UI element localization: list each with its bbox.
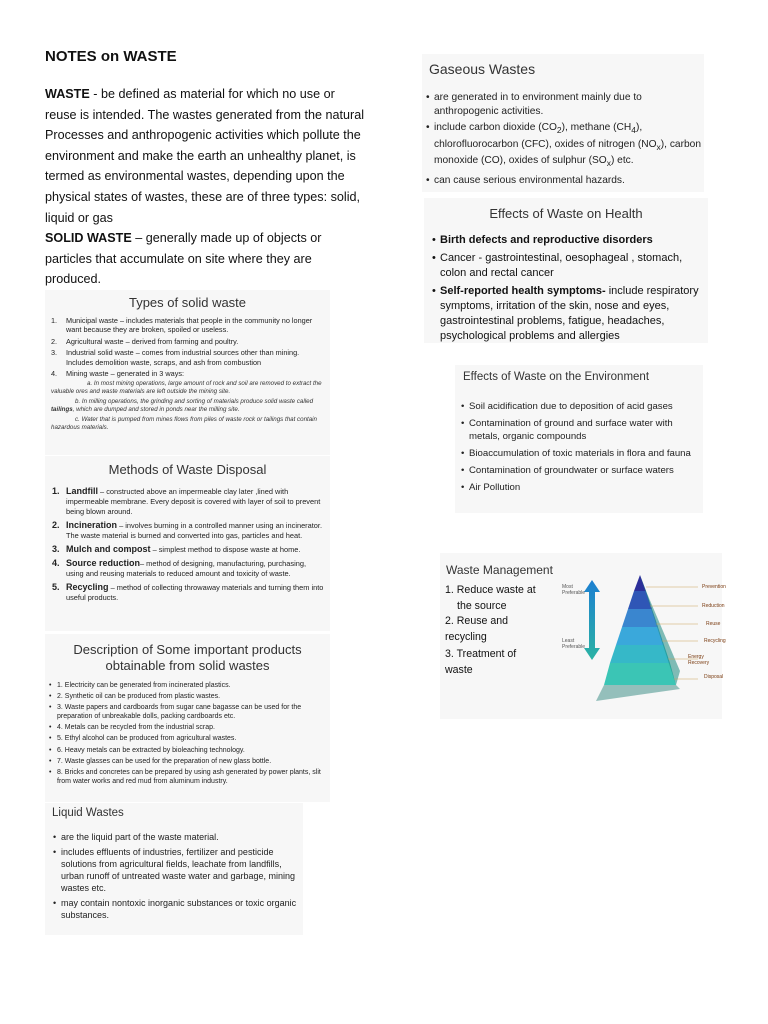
list-item: • Birth defects and reproductive disorders (432, 233, 706, 248)
list-item: • 1. Electricity can be generated from incinerated plastics. (49, 682, 326, 691)
products-panel (45, 634, 330, 802)
list-item: • Air Pollution (461, 481, 701, 494)
list-item: • may contain nontoxic inorganic substances or toxic organic substances. (53, 897, 299, 921)
health-list (424, 233, 708, 344)
list-item: • include carbon dioxide $(CO_2)$, methane $(CH_4)$, chlorofluorocarbon (CFC), oxides of nitrogen $(NO_x)$, carbon monoxide (CO), oxides of sulphur $(SO_x)$ etc. (426, 121, 702, 171)
list-item: • are generated in to environment mainly due to anthropogenic activities. (426, 91, 702, 118)
level-label: Disposal (704, 674, 724, 680)
liquid-list (45, 831, 303, 921)
waste-hierarchy-pyramid (580, 575, 720, 715)
list-item: • 3. Waste papers and cardboards from sugar cane bagasse can be used for the preparation of unbreakable dolls, packing cardboards etc. (49, 704, 326, 721)
list-item: 2. Incineration – involves burning in a controlled manner using an incinerator. The waste material is burned and converted into gas, particles and heat. (52, 520, 323, 540)
waste-def-text: - be defined as material for which no use or reuse is intended. The wastes generated from the natural Processes and anthropogenic activities which pollute the environment and make the earth an unhealthy planet, is termed as environmental wastes, depending upon the physical states of wastes, these are of three types: solid, liquid or gas (45, 87, 365, 225)
list-item: • 2. Synthetic oil can be produced from plastic wastes. (49, 693, 326, 702)
list-item: • Bioaccumulation of toxic materials in flora and fauna (461, 447, 701, 460)
mining-sub-b: b. In milling operations, the grinding and sorting of materials produce solid waste called tailings, which are dumped and stored in ponds near the milling site. (51, 398, 314, 414)
liquid-heading: Liquid Wastes (52, 807, 124, 819)
list-item: 1. Reduce waste at the source (445, 584, 536, 612)
management-heading: Waste Management (446, 563, 553, 577)
list-item: • 7. Waste glasses can be used for the preparation of new glass bottle. (49, 758, 326, 767)
solid-waste-term: SOLID WASTE (45, 231, 132, 246)
list-item: 3. Treatment of waste (445, 648, 517, 676)
disposal-list (45, 486, 330, 603)
most-preferable-label: Most Preferable (562, 584, 586, 596)
types-list (45, 316, 330, 378)
liquid-wastes-panel (45, 803, 303, 935)
list-item: • 4. Metals can be recycled from the industrial scrap. (49, 724, 326, 733)
list-item: • Contamination of groundwater or surface waters (461, 464, 701, 477)
list-item: • Contamination of ground and surface water with metals, organic compounds (461, 417, 701, 443)
list-item: 5. Recycling – method of collecting throwaway materials and turning them into useful products. (52, 582, 324, 602)
waste-management-panel (440, 553, 726, 719)
level-label: Reduction (702, 603, 725, 609)
list-item: 2. Reuse and recycling (445, 615, 509, 643)
waste-definition (45, 84, 365, 228)
environment-effects-panel (455, 365, 703, 513)
gaseous-wastes-panel (422, 54, 704, 192)
list-item: 1. Landfill – constructed above an impermeable clay later ,lined with impermeable membrane. Every deposit is covered with layer of soil to prevent being blown around. (52, 486, 321, 516)
mining-sub-c: c. Water that is pumped from mines flows from piles of waste rock or tailings that contain hazardous materials. (51, 416, 317, 432)
solid-waste-definition (45, 228, 365, 290)
pyramid-level-recycling (616, 627, 664, 645)
list-item: • are the liquid part of the waste material. (53, 831, 299, 843)
list-item: • 8. Bricks and concretes can be prepared by using ash generated by power plants, slit from water works and red mud from aluminum industry. (49, 769, 326, 786)
mining-sub-a: a. In most mining operations, large amount of rock and soil are removed to extract the valuable ores and waste materials are left outside the mining site. (51, 380, 322, 396)
list-item: • 6. Heavy metals can be extracted by bioleaching technology. (49, 747, 326, 756)
disposal-heading: Methods of Waste Disposal (108, 462, 267, 477)
products-list (45, 682, 330, 786)
products-heading: Description of Some important products obtainable from solid wastes (73, 642, 302, 673)
types-heading: Types of solid waste (128, 295, 247, 310)
environment-list (455, 400, 703, 494)
pyramid-level-disposal (604, 663, 676, 685)
list-item: • includes effluents of industries, fertilizer and pesticide solutions from agricultural fields, leachate from landfills, urban runoff of untreated waste water and garbage, mining wastes etc. (53, 846, 299, 894)
health-heading: Effects of Waste on Health (489, 206, 643, 221)
list-item: • Cancer - gastrointestinal, oesophageal , stomach, colon and rectal cancer (432, 251, 706, 281)
list-item: • Soil acidification due to deposition of acid gases (461, 400, 701, 413)
least-preferable-label: Least Preferable (562, 638, 586, 650)
list-item: 4. Mining waste – generated in 3 ways: (51, 369, 185, 379)
pyramid-level-prevention (634, 575, 646, 591)
level-label: Prevention (702, 584, 726, 590)
list-item: • 5. Ethyl alcohol can be produced from agricultural wastes. (49, 735, 326, 744)
list-item: 4. Source reduction– method of designing, manufacturing, purchasing, using and reusing materials to reduced amount and toxicity of waste. (52, 558, 306, 578)
pyramid-level-energy-recovery (610, 645, 670, 663)
list-item: 1. Municipal waste – includes materials that people in the community no longer want because they are broken, spoiled or useless. (51, 316, 313, 335)
health-effects-panel (424, 198, 708, 343)
pyramid-base (596, 685, 680, 701)
types-of-solid-waste-panel (45, 290, 330, 455)
list-item: 2. Agricultural waste – derived from farming and poultry. (51, 336, 239, 346)
list-item: • Self-reported health symptoms- include respiratory symptoms, irritation of the skin, nose and eyes, gastrointestinal problems, fatigue, headaches, psychological problems and allergies (432, 284, 706, 344)
list-item: 3. Mulch and compost – simplest method to dispose waste at home. (52, 544, 301, 554)
level-label: Reuse (706, 621, 721, 627)
page-title: NOTES on WASTE (45, 48, 177, 65)
waste-term: WASTE (45, 87, 90, 101)
waste-disposal-panel (45, 456, 330, 631)
level-label: Recycling (704, 638, 726, 644)
list-item: • can cause serious environmental hazards. (426, 174, 702, 188)
list-item: 3. Industrial solid waste – comes from industrial sources other than mining. Includes demolition waste, scraps, and ash from combustion (51, 348, 300, 367)
level-label: Energy Recovery (688, 654, 710, 666)
intro-text (45, 84, 365, 290)
management-list (445, 583, 555, 679)
environment-heading: Effects of Waste on the Environment (463, 371, 650, 383)
gaseous-list (422, 91, 704, 188)
gaseous-heading: Gaseous Wastes (429, 61, 536, 77)
solid-waste-def-text: – generally made up of objects or particles that accumulate on site where they are produced. (45, 231, 322, 287)
